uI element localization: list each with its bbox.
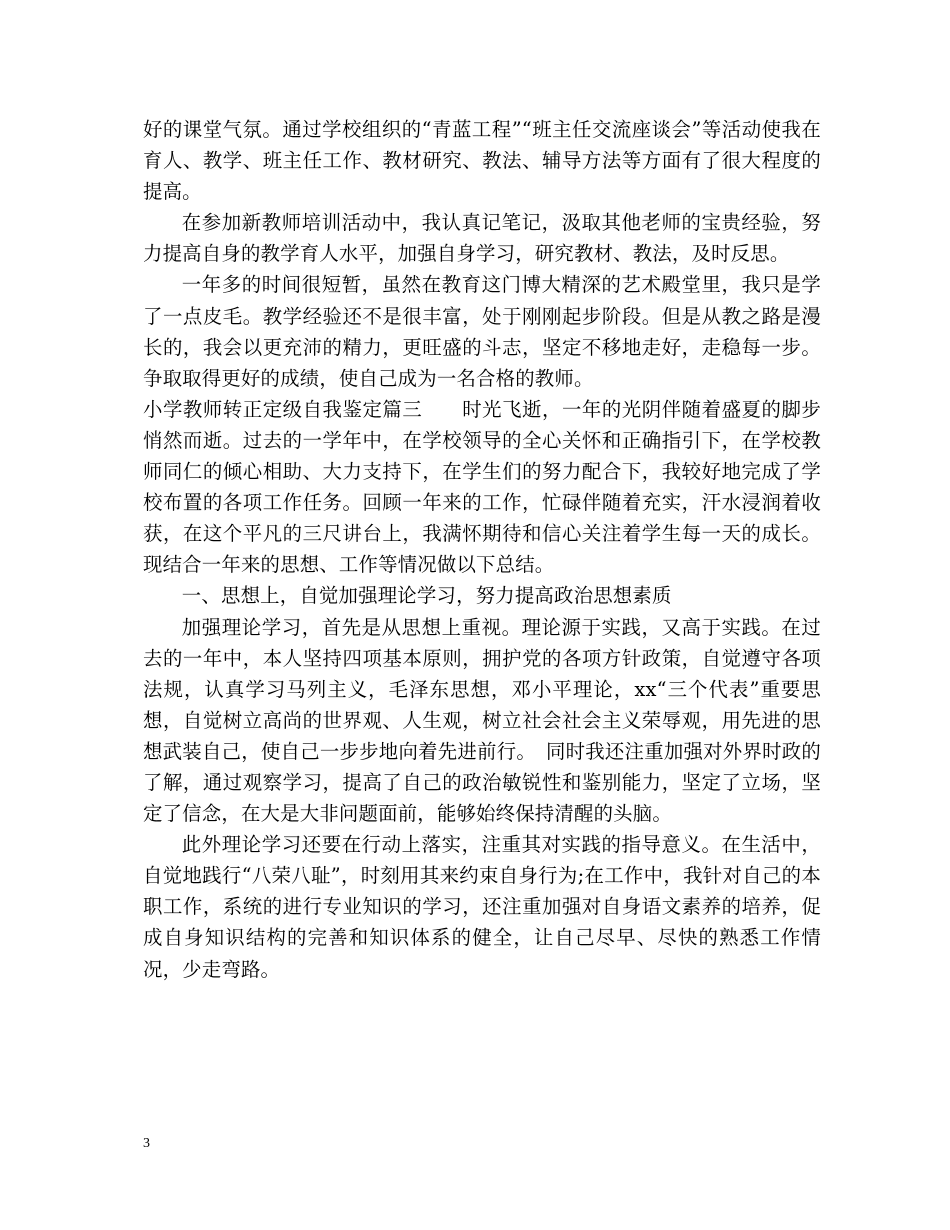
paragraph-2: 在参加新教师培训活动中，我认真记笔记，汲取其他老师的宝贵经验，努力提高自身的教学育人水平，加强自身学习，研究教材、教法，及时反思。: [143, 211, 821, 266]
page-number: 3: [143, 1136, 150, 1151]
paragraph-7: 此外理论学习还要在行动上落实，注重其对实践的指导意义。在生活中，自觉地践行“八荣八耻”，时刻用其来约束自身行为;在工作中，我针对自己的本职工作，系统的进行专业知识的学习，还注重加强对自身语文素养的培养，促成自身知识结构的完善和知识体系的健全，让自己尽早、尽快的熟悉工作情况，少走弯路。: [143, 833, 821, 981]
section-heading: 一、思想上，自觉加强理论学习，努力提高政治思想素质: [181, 584, 672, 608]
paragraph-4-section-start: 小学教师转正定级自我鉴定篇三 时光飞逝，一年的光阴伴随着盛夏的脚步悄然而逝。过去的一学年中，在学校领导的全心关怀和正确指引下，在学校教师同仁的倾心相助、大力支持下，在学生们的努力配合下，我较好地完成了学校布置的各项工作任务。回顾一年来的工作，忙碌伴随着充实，汗水浸润着收获，在这个平凡的三尺讲台上，我满怀期待和信心关注着学生每一天的成长。现结合一年来的思想、工作等情况做以下总结。: [143, 397, 821, 577]
paragraph-6: 加强理论学习，首先是从思想上重视。理论源于实践，又高于实践。在过去的一年中，本人坚持四项基本原则，拥护党的各项方针政策，自觉遵守各项法规，认真学习马列主义，毛泽东思想，邓小平理论，xx“三个代表”重要思想，自觉树立高尚的世界观、人生观，树立社会社会主义荣辱观，用先进的思想武装自己，使自己一步步地向着先进前行。 同时我还注重加强对外界时政的了解，通过观察学习，提高了自己的政治敏锐性和鉴别能力，坚定了立场，坚定了信念，在大是大非问题面前，能够始终保持清醒的头脑。: [143, 615, 821, 826]
paragraph-1: 好的课堂气氛。通过学校组织的“青蓝工程”“班主任交流座谈会”等活动使我在育人、教学、班主任工作、教材研究、教法、辅导方法等方面有了很大程度的提高。: [143, 118, 821, 204]
document-body: [143, 114, 821, 985]
paragraph-3: 一年多的时间很短暂，虽然在教育这门博大精深的艺术殿堂里，我只是学了一点皮毛。教学经验还不是很丰富，处于刚刚起步阶段。但是从教之路是漫长的，我会以更充沛的精力，更旺盛的斗志，坚定不移地走好，走稳每一步。争取取得更好的成绩，使自己成为一名合格的教师。: [143, 273, 821, 390]
